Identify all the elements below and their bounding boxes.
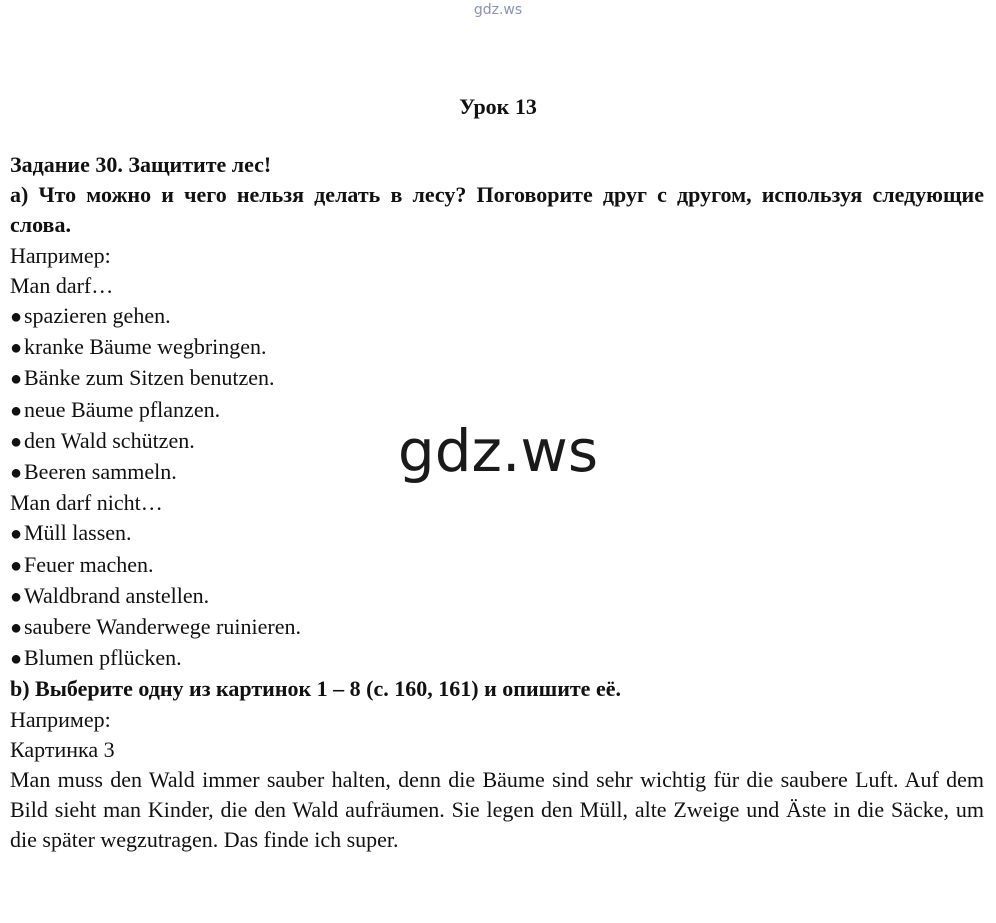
list-item: ●saubere Wanderwege ruinieren.	[10, 612, 984, 643]
list-item: ●spazieren gehen.	[10, 301, 984, 332]
bullet-icon: ●	[10, 523, 23, 546]
list-item: ●Blumen pflücken.	[10, 643, 984, 674]
top-watermark: gdz.ws	[473, 2, 523, 18]
page-title: Урок 13	[459, 94, 537, 119]
bullet-icon: ●	[10, 430, 23, 453]
allowed-label: Man darf…	[10, 272, 114, 298]
list-item: ●neue Bäume pflanzen.	[10, 395, 984, 426]
bullet-icon: ●	[10, 585, 23, 608]
document-body	[10, 150, 984, 856]
task-heading: Задание 30. Защитите лес!	[10, 152, 272, 177]
part-b-question: b) Выберите одну из картинок 1 – 8 (с. 160, 161) и опишите её.	[10, 676, 621, 702]
part-a-question: a) Что можно и чего нельзя делать в лесу? Поговорите друг с другом, используя следующие слова.	[10, 182, 984, 238]
picture-label: Картинка 3	[10, 736, 115, 762]
bullet-icon: ●	[10, 617, 23, 640]
list-item: ●Waldbrand anstellen.	[10, 581, 984, 612]
bullet-icon: ●	[10, 368, 23, 391]
bullet-icon: ●	[10, 648, 23, 671]
part-b-answer: Man muss den Wald immer sauber halten, denn die Bäume sind sehr wichtig für die saubere Luft. Auf dem Bild sieht man Kinder, die den Wald aufräumen. Sie legen den Müll, alte Zweige und Äste in die Säcke, um die später wegzutragen. Das finde ich super.	[10, 767, 984, 853]
part-b-example-label: Например:	[10, 706, 111, 732]
list-item: ●kranke Bäume wegbringen.	[10, 332, 984, 363]
forbidden-label: Man darf nicht…	[10, 490, 163, 516]
list-item: ●den Wald schützen.	[10, 426, 984, 457]
bullet-icon: ●	[10, 462, 23, 485]
bullet-icon: ●	[10, 337, 23, 360]
part-a-example-label: Например:	[10, 242, 111, 268]
bullet-icon: ●	[10, 306, 23, 329]
list-item: ●Müll lassen.	[10, 518, 984, 549]
list-item: ●Beeren sammeln.	[10, 457, 984, 488]
center-watermark: gdz.ws	[397, 417, 599, 485]
bullet-icon: ●	[10, 554, 23, 577]
forbidden-list	[10, 518, 984, 674]
list-item: ●Bänke zum Sitzen benutzen.	[10, 363, 984, 394]
bullet-icon: ●	[10, 399, 23, 422]
list-item: ●Feuer machen.	[10, 550, 984, 581]
